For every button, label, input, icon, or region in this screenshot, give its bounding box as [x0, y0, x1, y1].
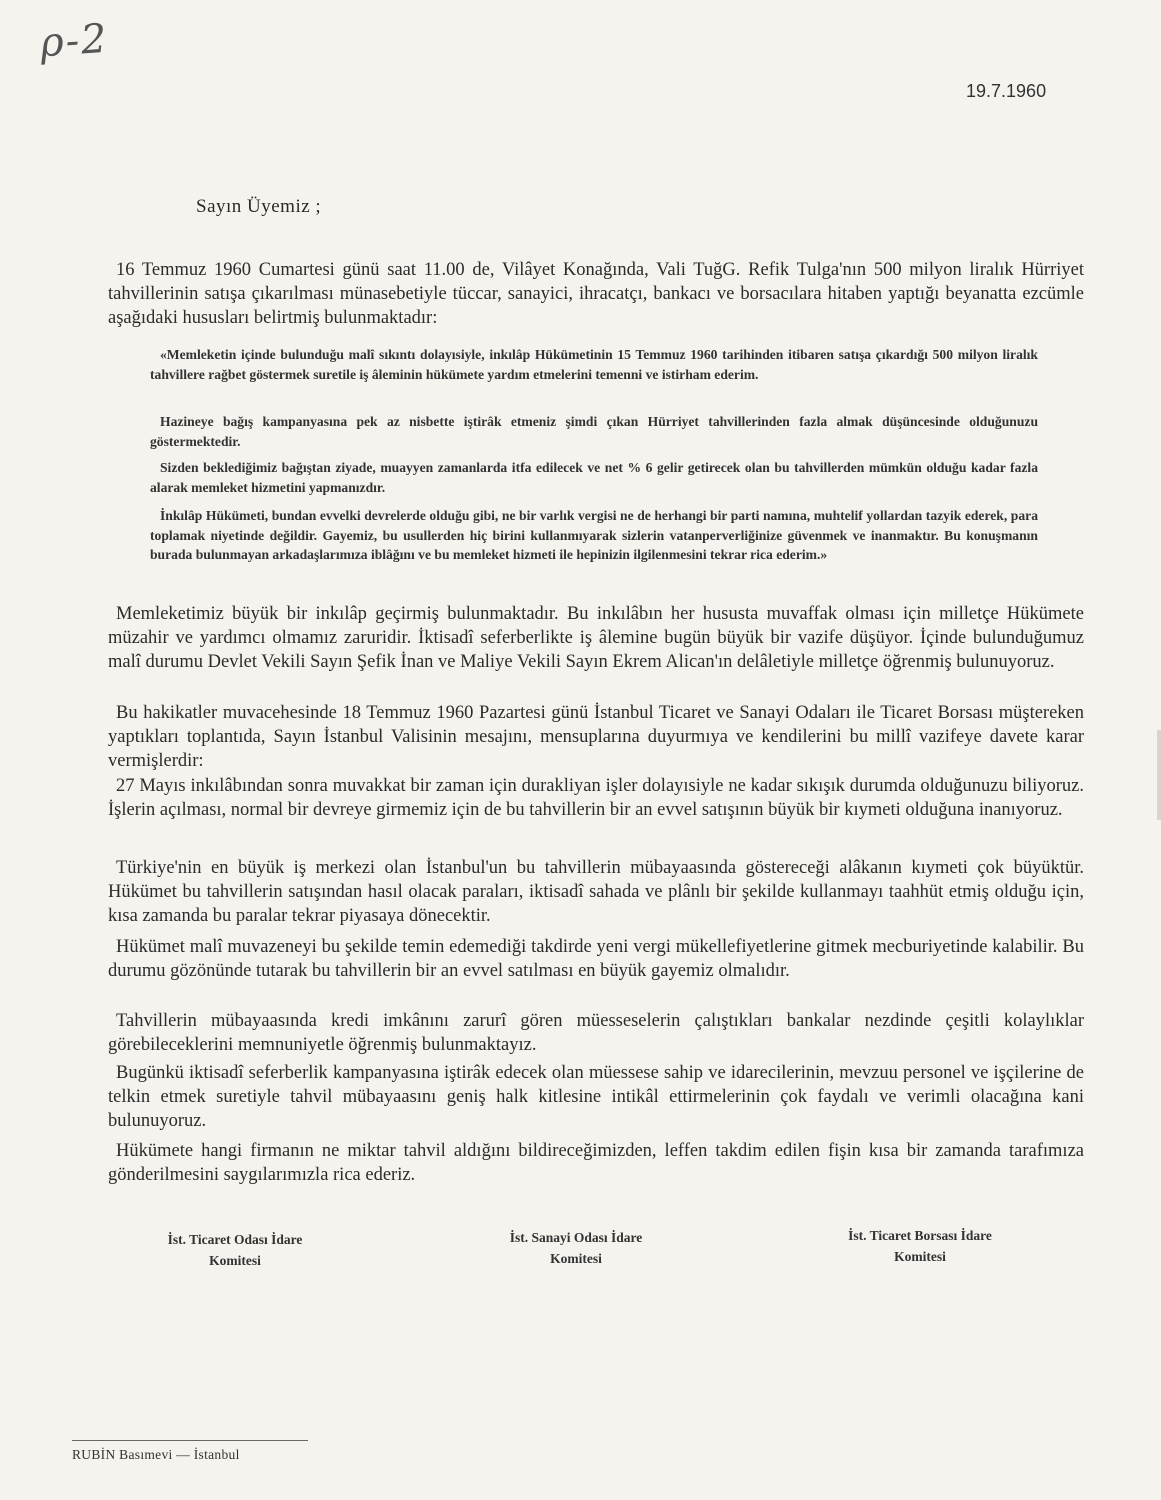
quote-paragraph-4: İnkılâp Hükümeti, bundan evvelki devrelerde olduğu gibi, ne bir varlık vergisi ne de herhangi bir parti namına, muhtelif yollardan tazyik ederek, para toplamak niyetinde değildir. Gayemiz, bu usullerden hiç birini kullanmıyarak sizlerin vatanperverliğinize güvenmek ve inanmaktır. Bu konuşmanın burada bulunmayan arkadaşlarımıza iblâğını ve bu memleket hizmeti ile hepinizin ilgilenmesini tekrar rica ederim.» — [150, 508, 1038, 562]
handwritten-note: ρ-2 — [38, 15, 111, 67]
signature-line-2: Komitesi — [550, 1251, 602, 1266]
body-paragraph-8: Hükümete hangi firmanın ne miktar tahvil aldığını bildireceğimizden, leffen takdim edilen fişin kısa bir zamanda tarafımıza gönderilmesini saygılarımızla rica ederiz. — [108, 1141, 1084, 1185]
signature-line-1: İst. Sanayi Odası İdare — [509, 1230, 643, 1245]
page-edge-mark — [1157, 730, 1161, 820]
signature-line-2: Komitesi — [209, 1253, 261, 1268]
body-paragraph-5: Hükümet malî muvazeneyi bu şekilde temin edemediği takdirde yeni vergi mükellefiyetlerine gitmek mecburiyetinde kalabilir. Bu durumu gözönünde tutarak bu tahvillerin bir an evvel satılması en büyük gayemiz olmalıdır. — [108, 937, 1084, 981]
body-paragraph-6: Tahvillerin mübayaasında kredi imkânını zarurî gören müesseselerin çalıştıkları bankalar nezdinde çeşitli kolaylıklar görebileceklerini memnuniyetle öğrenmiş bulunmaktayız. — [108, 1011, 1084, 1055]
body-paragraph-7: Bugünkü iktisadî seferberlik kampanyasına iştirâk edecek olan müessese sahip ve idarecilerinin, mevzuu personel ve işçilerine de telkin etmek suretiyle tahvil mübayaasını geniş halk kitlesine intikâl ettirmelerinin çok faydalı ve verimli olacağına kani bulunuyoruz. — [108, 1063, 1084, 1131]
footer-divider — [72, 1440, 308, 1441]
signature-line-2: Komitesi — [894, 1249, 946, 1264]
printer-footer: RUBİN Basımevi — İstanbul — [72, 1447, 240, 1462]
signature-line-1: İst. Ticaret Odası İdare — [167, 1232, 303, 1247]
signature-ticaret-borsasi — [810, 1225, 1030, 1267]
quote-paragraph-1: «Memleketin içinde bulunduğu malî sıkıntı dolayısiyle, inkılâp Hükümetinin 15 Temmuz 1960 tarihinden itibaren satışa çıkardığı 500 milyon liralık tahvillere rağbet göstermek suretile iş âleminin hükümete yardım etmelerini temenni ve istirham ederim. — [150, 347, 1038, 382]
quote-paragraph-3: Sizden beklediğimiz bağıştan ziyade, muayyen zamanlarda itfa edilecek ve net % 6 gelir getirecek olan bu tahvillerden mümkün olduğu kadar fazla alarak memleket hizmetini yapmanızdır. — [150, 460, 1038, 495]
body-paragraph-1: Memleketimiz büyük bir inkılâp geçirmiş bulunmaktadır. Bu inkılâbın her hususta muvaffak olması için milletçe Hükümete müzahir ve yardımcı olmamız zaruridir. İktisadî seferberlikte iş âlemine bugün büyük bir vazife düşüyor. İçinde bulunduğumuz malî durumu Devlet Vekili Sayın Şefik İnan ve Maliye Vekili Sayın Ekrem Alican'ın delâletiyle milletçe öğrenmiş bulunuyoruz. — [108, 604, 1084, 672]
signature-line-1: İst. Ticaret Borsası İdare — [848, 1228, 992, 1243]
signature-sanayi-odasi — [476, 1227, 676, 1269]
signature-ticaret-odasi — [130, 1229, 340, 1271]
salutation: Sayın Üyemiz ; — [196, 196, 322, 217]
body-paragraph-4: Türkiye'nin en büyük iş merkezi olan İstanbul'un bu tahvillerin mübayaasında göstereceği alâkanın kıymeti çok büyüktür. Hükümet bu tahvillerin satışından hasıl olacak paraları, iktisadî sahada ve plânlı bir şekilde kullanmayı taahhüt etmiş olduğu için, kısa zamanda bu paralar tekrar piyasaya dönecektir. — [108, 858, 1084, 926]
intro-paragraph: 16 Temmuz 1960 Cumartesi günü saat 11.00 de, Vilâyet Konağında, Vali TuğG. Refik Tulga'nın 500 milyon liralık Hürriyet tahvillerinin satışa çıkarılması münasebetiyle tüccar, sanayici, ihracatçı, bankacı ve borsacılara hitaben yaptığı beyanatta ezcümle aşağıdaki hususları belirtmiş bulunmaktadır: — [108, 260, 1084, 328]
body-paragraph-2: Bu hakikatler muvacehesinde 18 Temmuz 1960 Pazartesi günü İstanbul Ticaret ve Sanayi Odaları ile Ticaret Borsası müştereken yaptıkları toplantıda, Sayın İstanbul Valisinin mesajını, mensuplarına duyurmıya ve kendilerini bu millî vazifeye davete karar vermişlerdir: — [108, 703, 1084, 771]
letter-date: 19.7.1960 — [966, 81, 1047, 101]
body-paragraph-3: 27 Mayıs inkılâbından sonra muvakkat bir zaman için durakliyan işler dolayısiyle ne kadar sıkışık durumda olduğunuzu biliyoruz. İşlerin açılması, normal bir devreye girmemiz için de bu tahvillerin bir an evvel satışının büyük bir kıymeti olduğuna inanıyoruz. — [108, 776, 1084, 820]
quote-paragraph-2: Hazineye bağış kampanyasına pek az nisbette iştirâk etmeniz şimdi çıkan Hürriyet tahvillerinden fazla almak düşüncesinde olduğunuzu göstermektedir. — [150, 414, 1038, 449]
